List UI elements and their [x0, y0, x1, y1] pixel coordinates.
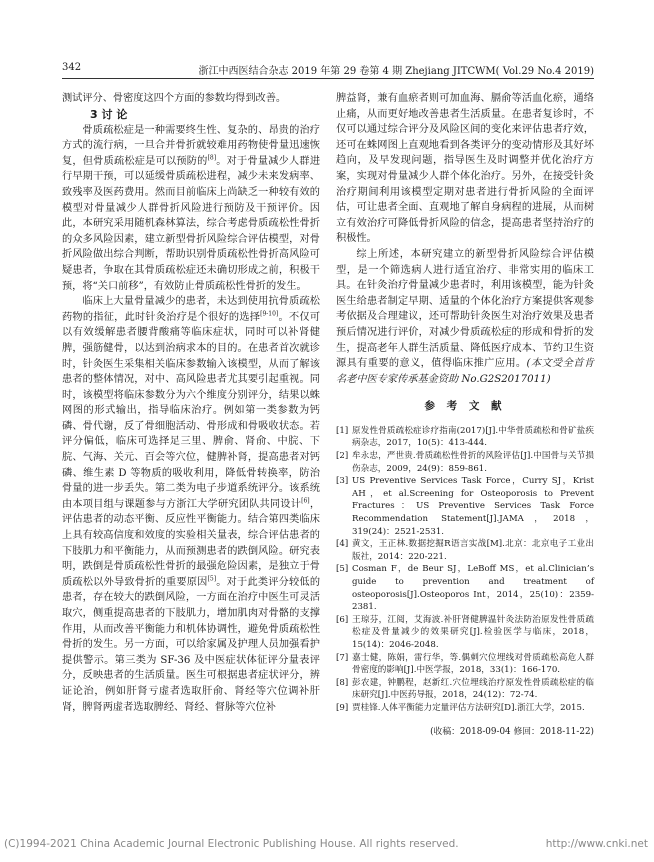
paragraph-text: 临床上大量骨量减少的患者，未达到使用抗骨质疏松药物的指征，此时针灸治疗是个很好的选择 [62, 296, 320, 323]
reference-list [336, 425, 594, 715]
reference-text: 黄文，王正林.数据挖掘R语言实战[M].北京：北京电子工业出版社，2014：220-221. [352, 539, 594, 562]
paragraph-text: 综上所述，本研究建立的新型骨折风险综合评估模型，是一个筛选病人进行适宜治疗、非常实用的临床工具。在针灸治疗骨量减少患者时，利用该模型，能为针灸医生给患者制定早期、适量的个体化治疗方案提供客观参考依据及合理建议，还可帮助针灸医生对治疗效果及患者预后情况进行评价，对减少骨质疏松症的形成和骨折的发生，提高老年人群生活质量、降低医疗成本、节约卫生资源具有重要的意义，值得临床推广应用。 [336, 248, 594, 370]
running-header [62, 62, 594, 76]
cnki-link[interactable]: http://www.cnki.net [545, 838, 648, 850]
paragraph-text: 骨质疏松症是一种需要终生性、复杂的、昂贵的治疗方式的流行病，一旦合并骨折就较难用药物使骨量迅速恢复，但骨质疏松症是可以预防的 [62, 124, 320, 167]
reference-item [336, 450, 594, 475]
paragraph-text: 。对于骨量减少人群进行早期干预，可以延缓骨质疏松进程，减少未来发病率、致残率及医药费用。然而目前临床上尚缺乏一种较有效的模型对骨量减少人群骨折风险进行预防及干预评价。因此，本研究采用随机森林算法，综合考虑骨质疏松性骨折的众多风险因素，建立新型骨折风险综合评估模型，对骨折风险做出综合判断，帮助识别骨质疏松性骨折高风险可疑患者，争取在其骨质疏松症还未确切形成之前，积极干预，将“关口前移”，有效防止骨质疏松性骨折的发生。 [62, 155, 321, 292]
paragraph-text: 。不仅可以有效缓解患者腰背酸痛等临床症状，同时可以补肾健脾，强筋健骨，以达到治病求本的目的。在患者首次就诊时，针灸医生采集相关临床参数输入该模型，从而了解该患者的整体情况，对中、高风险患者尤其要引起重视。同时，该模型将临床参数分为六个维度分别评分，结果以蛛网图的形式输出，指导临床治疗。例如第一类参数为钙磷、骨代谢，反了骨细胞活动、骨形成和骨吸收状态。若评分偏低，临床可选择足三里、脾俞、肾俞、中脘、下脘、气海、关元、百会等穴位，健脾补肾，提高患者对钙磷、维生素 D 等物质的吸收利用，降低骨转换率，防治骨量的进一步丢失。第二类为电子步道系统评分。该系统由本项目组与课题参与方浙江大学研究团队共同设计 [62, 311, 321, 510]
reference-text: 原发性骨质疏松症诊疗指南(2017)[J].中华骨质疏松和骨矿盐疾病杂志，2017，10(5)：413-444. [352, 425, 594, 449]
reference-number: [9] [336, 702, 349, 713]
section-title-discussion: 3 讨 论 [90, 107, 128, 121]
reference-text: 王琼芬，江阅，艾海波.补肝肾健脾温针灸法防治原发性骨质疏松症及骨量减少的效果研究[J].检验医学与临床，2018，15(14)：2046-2048. [352, 614, 594, 650]
summary-paragraph [336, 247, 594, 387]
copyright-text: (C)1994-2021 China Academic Journal Electronic Publishing House. All rights reserved. [4, 838, 459, 850]
reference-number: [3] [336, 476, 349, 487]
reference-number: [2] [336, 451, 349, 462]
reference-item [336, 702, 594, 715]
reference-text: 牟永忠，严世贵.骨质疏松性骨折的风险评估[J].中国骨与关节损伤杂志，2009，24(9)：859-861. [352, 451, 594, 474]
reference-number: [5] [336, 564, 349, 575]
reference-item [336, 425, 594, 450]
funding-note: (本文受全首肯名老中医专家传承基金资助 No.G2S2017011) [336, 358, 594, 385]
continued-paragraph: 脾益肾，兼有血瘀者则可加血海、膈俞等活血化瘀，通络止痛，从而更好地改善患者生活质量。在患者复诊时，不仅可以通过综合评分及风险区间的变化来评估患者疗效，还可在蛛网图上直观地看到各类评分的变动情形及其好坏趋向，及早发现问题，指导医生及时调整并优化治疗方案，实现对骨量减少人群个体化治疗。另外，在接受针灸治疗期间利用该模型定期对患者进行骨折风险的全面评估，可让患者全面、直观地了解自身病程的进展，从而树立有效治疗可降低骨折风险的信念，提高患者坚持治疗的积极性。 [336, 93, 594, 245]
intro-paragraph: 测试评分、骨密度这四个方面的参数均得到改善。 [62, 93, 287, 104]
reference-number: [4] [336, 539, 349, 550]
received-revised-dates: (收稿：2018-09-04 修回：2018-11-22) [430, 726, 594, 737]
reference-text: US Preventive Services Task Force，Curry SJ，Krist AH，et al.Screening for Osteoporosis to Prevent Fractures：US Preventive Services Task Force Recommendation Statement[J].JAMA，2018，319(24)：2521-2531. [352, 476, 594, 537]
citation: [8] [207, 154, 217, 162]
reference-text: 贾桂锋.人体平衡能力定量评估方法研究[D].浙江大学，2015. [352, 702, 585, 713]
reference-number: [7] [336, 652, 349, 663]
right-column [336, 91, 594, 740]
reference-number: [1] [336, 425, 349, 436]
reference-text: 彭农建，钟鹏程，赵新红.穴位埋线治疗原发性骨质疏松症的临床研究[J].中医药导报，2018，24(12)：72-74. [352, 677, 594, 701]
reference-item [336, 563, 594, 613]
reference-item [336, 614, 594, 652]
paragraph-text: ，评估患者的动态平衡、反应性平衡能力。结合第四类临床上具有较高信度和效度的实验相关量表，综合评估患者的下肢肌力和平衡能力，从而预测患者的跌倒风险。研究表明，跌倒是骨质疏松性骨折的最强危险因素，是独立于骨质疏松以外导致骨折的重要原因 [62, 498, 321, 588]
reference-text: 嘉士健，陈娟，雷行华，等.偶刺穴位埋线对骨质疏松高危人群骨密度的影响[J].中医学报，2018，33(1)：166-170. [352, 652, 594, 676]
reference-item [336, 677, 594, 702]
reference-item [336, 538, 594, 563]
citation: [6] [301, 497, 310, 505]
header-rule [62, 78, 594, 79]
left-column [62, 91, 320, 715]
discussion-paragraph-1 [62, 123, 320, 295]
page-number: 342 [62, 62, 82, 73]
reference-text: Cosman F，de Beur SJ，LeBoff MS，et al.Clinician’s guide to prevention and treatment of osteoporosis[J].Osteoporos Int，2014，25(10)：2359-2381. [352, 564, 594, 613]
journal-title: 浙江中西医结合杂志 2019 年第 29 卷第 4 期 Zhejiang JITCWM( Vol.29 No.4 2019) [198, 66, 594, 77]
reference-item [336, 475, 594, 538]
citation: [9-10] [260, 310, 279, 318]
reference-number: [8] [336, 677, 349, 688]
paragraph-text: 。对于此类评分较低的患者，存在较大的跌倒风险，一方面在治疗中医生可灵活取穴，侧重提高患者的下肢肌力，增加肌肉对骨骼的支撑作用，从而改善平衡能力和机体协调性，避免骨质疏松性骨折的发生。另一方面，可以给家属及护理人员加强看护提供警示。第三类为 SF-36 及中医症状体征评分量表评分，反映患者的生活质量。医生可根据患者症状评分，辨证论治，例如肝肾亏虚者选取肝俞、肾经等穴位调补肝肾，脾肾两虚者选取脾经、肾经、督脉等穴位补 [62, 576, 321, 713]
discussion-paragraph-2 [62, 294, 320, 715]
references-title: 参 考 文 献 [424, 400, 506, 413]
reference-number: [6] [336, 614, 349, 625]
citation: [5] [207, 575, 217, 583]
reference-item [336, 652, 594, 677]
